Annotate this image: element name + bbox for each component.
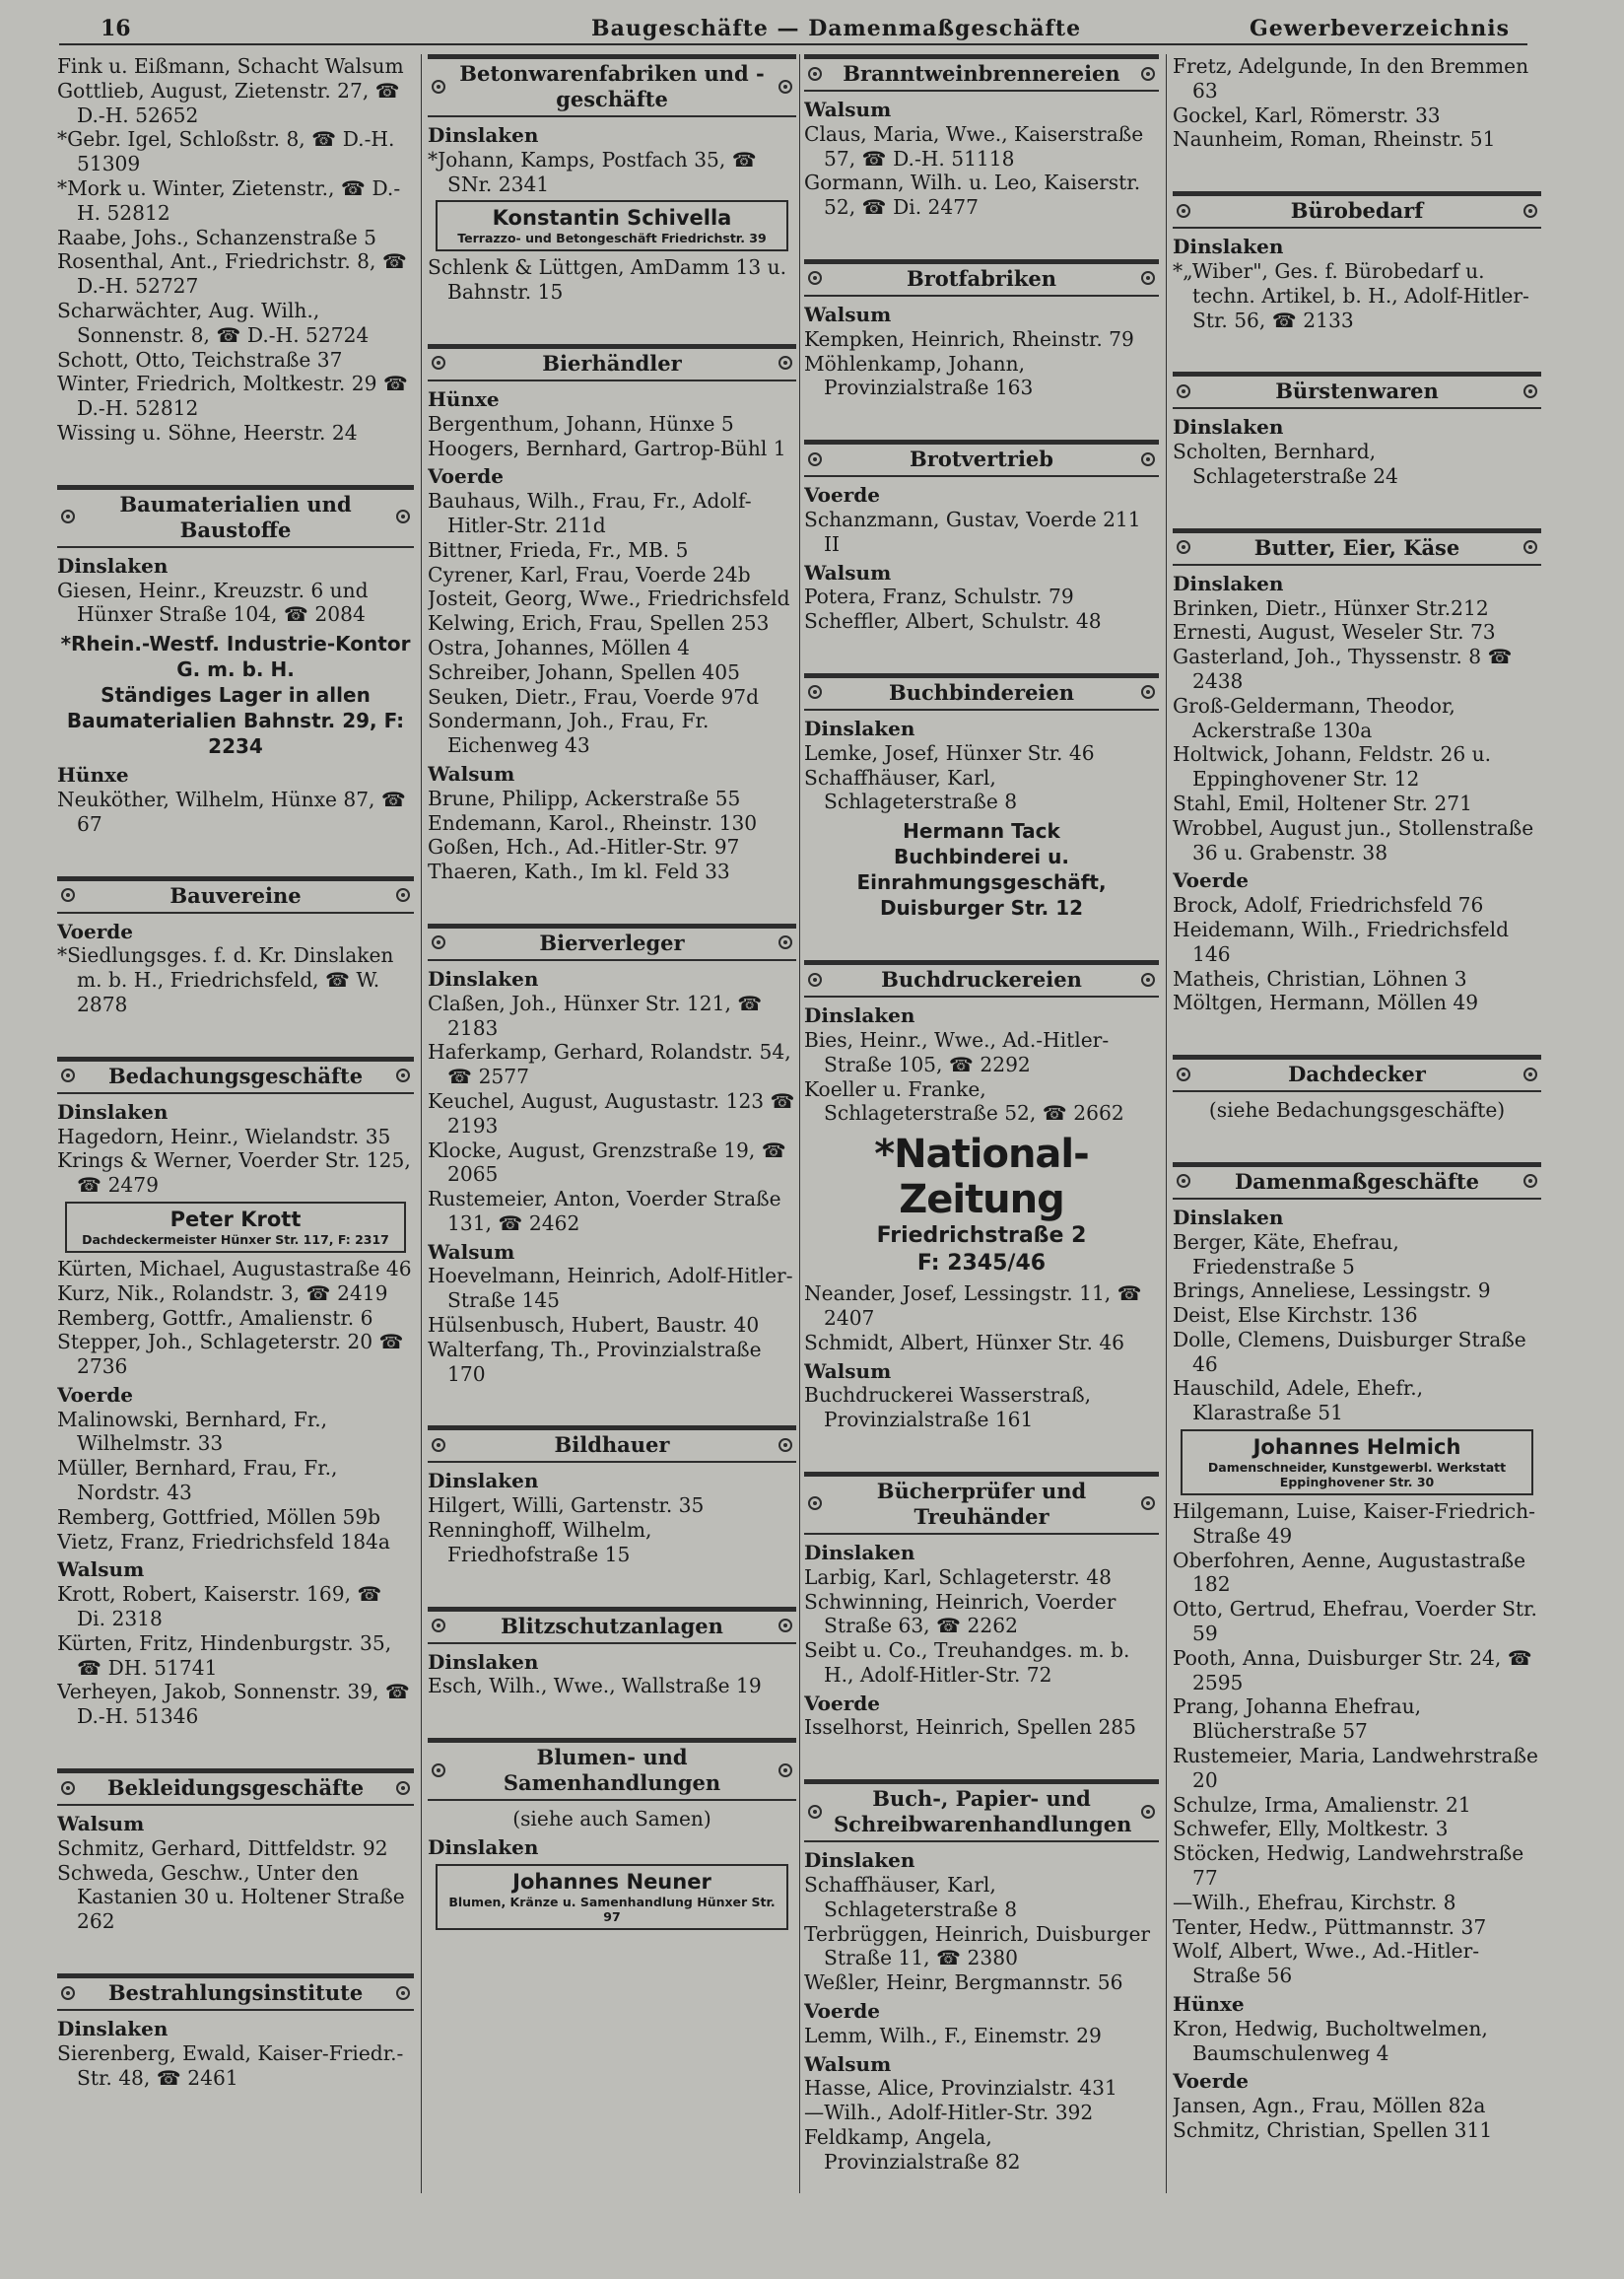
town-heading: Walsum — [57, 1812, 145, 1836]
directory-entry: Schwefer, Elly, Moltkestr. 3 — [1173, 1817, 1449, 1841]
newspaper-address: Friedrichstraße 2 — [876, 1223, 1087, 1249]
advertiser-name: Konstantin Schivella — [492, 206, 732, 231]
section-heading — [428, 1425, 796, 1463]
directory-entry: Hülsenbusch, Hubert, Baustr. 40 — [428, 1313, 760, 1338]
directory-entry: Cyrener, Karl, Frau, Voerde 24b — [428, 562, 751, 587]
town-heading: Dinslaken — [428, 966, 539, 991]
section-heading-text: Bierhändler — [542, 350, 682, 376]
directory-entry: *Mork u. Winter, Zietenstr., ☎ D.-H. 52812 — [57, 175, 401, 225]
directory-entry: Hauschild, Adele, Ehefr., Klarastraße 51 — [1173, 1376, 1424, 1425]
directory-entry: Schaffhäuser, Karl, Schlageterstraße 8 — [804, 1873, 1018, 1921]
directory-entry: Möltgen, Hermann, Möllen 49 — [1173, 991, 1479, 1015]
bullet-ornament-icon — [1523, 1174, 1537, 1188]
directory-entry: Berger, Käte, Ehefrau, Friedenstraße 5 — [1173, 1229, 1399, 1278]
directory-entry: Pooth, Anna, Duisburger Str. 24, ☎ 2595 — [1173, 1645, 1532, 1694]
directory-entry: Brinken, Dietr., Hünxer Str.212 — [1173, 595, 1489, 620]
section-heading — [428, 1738, 796, 1801]
newspaper-name: *National-Zeitung — [874, 1132, 1089, 1223]
advertiser-name: Johannes Helmich — [1252, 1435, 1461, 1460]
bullet-ornament-icon — [808, 973, 822, 987]
directory-entry: Gasterland, Joh., Thyssenstr. 8 ☎ 2438 — [1173, 645, 1513, 693]
directory-entry: *Johann, Kamps, Postfach 35, ☎ SNr. 2341 — [428, 147, 757, 196]
advertisement-box — [436, 1864, 788, 1930]
bullet-ornament-icon — [808, 452, 822, 466]
section-heading-text: Blumen- und Samenhandlungen — [503, 1745, 721, 1796]
bullet-ornament-icon — [432, 1438, 445, 1452]
column-divider — [1166, 54, 1167, 2193]
directory-entry: Matheis, Christian, Löhnen 3 — [1173, 966, 1467, 991]
directory-entry: Hasse, Alice, Provinzialstr. 431 — [804, 2076, 1117, 2101]
advertiser-details: Blumen, Kränze u. Samenhandlung Hünxer Str. 97 — [448, 1894, 776, 1924]
directory-entry: Rosenthal, Ant., Friedrichstr. 8, ☎ D.-H. 52727 — [57, 249, 408, 299]
directory-entry: Terbrüggen, Heinrich, Duisburger Straße 11, ☎ 2380 — [804, 1921, 1151, 1970]
section-heading — [1173, 191, 1541, 229]
directory-entry: Kelwing, Erich, Frau, Spellen 253 — [428, 611, 770, 636]
bullet-ornament-icon — [396, 1781, 410, 1795]
directory-entry: Seibt u. Co., Treuhandges. m. b. H., Adolf-Hitler-Str. 72 — [804, 1638, 1130, 1687]
advertiser-details: Dachdeckermeister Hünxer Str. 117, F: 2317 — [82, 1231, 389, 1247]
directory-entry: Sierenberg, Ewald, Kaiser-Friedr.-Str. 48, ☎ 2461 — [57, 2040, 404, 2090]
directory-entry: Müller, Bernhard, Frau, Fr., Nordstr. 43 — [57, 1456, 338, 1505]
directory-entry: Krott, Robert, Kaiserstr. 169, ☎ Di. 2318 — [57, 1582, 382, 1631]
town-heading: Dinslaken — [804, 1003, 915, 1028]
directory-entry: Klocke, August, Grenzstraße 19, ☎ 2065 — [428, 1138, 786, 1187]
town-heading: Dinslaken — [1173, 415, 1284, 440]
section-heading-text: Buchdruckereien — [881, 967, 1082, 993]
bullet-ornament-icon — [1177, 204, 1190, 218]
town-heading: Walsum — [804, 560, 892, 585]
town-heading: Dinslaken — [57, 2017, 169, 2041]
section-heading — [428, 1607, 796, 1644]
town-heading: Dinslaken — [1173, 1205, 1284, 1229]
section-heading-text: Blitzschutzanlagen — [501, 1613, 723, 1638]
directory-entry: Schmitz, Gerhard, Dittfeldstr. 92 — [57, 1835, 388, 1860]
column-1 — [57, 54, 414, 2252]
bullet-ornament-icon — [1141, 1496, 1155, 1510]
directory-entry: Schaffhäuser, Karl, Schlageterstraße 8 — [804, 765, 1018, 814]
town-heading: Dinslaken — [1173, 571, 1284, 595]
directory-entry: Schweda, Geschw., Unter den Kastanien 30 u. Holtener Straße 262 — [57, 1860, 405, 1934]
directory-entry: Brings, Anneliese, Lessingstr. 9 — [1173, 1278, 1491, 1303]
directory-entry: Stöcken, Hedwig, Landwehrstraße 77 — [1173, 1841, 1524, 1891]
section-heading-text: Bestrahlungsinstitute — [107, 1980, 364, 2006]
directory-entry: Wissing u. Söhne, Heerstr. 24 — [57, 420, 358, 445]
directory-entry: Claßen, Joh., Hünxer Str. 121, ☎ 2183 — [428, 991, 763, 1040]
directory-entry: Josteit, Georg, Wwe., Friedrichsfeld — [428, 587, 790, 611]
directory-entry: *Gebr. Igel, Schloßstr. 8, ☎ D.-H. 51309 — [57, 127, 395, 176]
bullet-ornament-icon — [396, 888, 410, 902]
bullet-ornament-icon — [1141, 685, 1155, 699]
section-title: Gewerbeverzeichnis — [1249, 16, 1510, 41]
directory-entry: Fink u. Eißmann, Schacht Walsum — [57, 54, 404, 78]
directory-entry: Endemann, Karol., Rheinstr. 130 — [428, 810, 758, 835]
page-number: 16 — [101, 16, 131, 41]
directory-entry: Stepper, Joh., Schlageterstr. 20 ☎ 2736 — [57, 1330, 404, 1379]
directory-entry: Otto, Gertrud, Ehefrau, Voerder Str. 59 — [1173, 1597, 1537, 1646]
section-heading — [1173, 372, 1541, 409]
directory-entry: Malinowski, Bernhard, Fr., Wilhelmstr. 33 — [57, 1407, 328, 1456]
page-title: Baugeschäfte — Damenmaßgeschäfte — [591, 16, 1082, 41]
section-heading — [428, 344, 796, 381]
directory-entry: Schmitz, Christian, Spellen 311 — [1173, 2118, 1493, 2142]
bullet-ornament-icon — [432, 1619, 445, 1632]
section-heading-text: Brotfabriken — [906, 265, 1057, 291]
directory-entry: Goßen, Hch., Ad.-Hitler-Str. 97 — [428, 835, 740, 860]
town-heading: Dinslaken — [57, 1099, 169, 1124]
directory-entry: Isselhorst, Heinrich, Spellen 285 — [804, 1715, 1136, 1740]
directory-entry: Rustemeier, Anton, Voerder Straße 131, ☎ 2462 — [428, 1187, 781, 1235]
bullet-ornament-icon — [778, 1763, 792, 1777]
section-heading-text: Dachdecker — [1288, 1062, 1426, 1087]
directory-entry: Kurz, Nik., Rolandstr. 3, ☎ 2419 — [57, 1280, 388, 1305]
directory-entry: *„Wiber", Ges. f. Bürobedarf u. techn. Artikel, b. H., Adolf-Hitler-Str. 56, ☎ 2133 — [1173, 258, 1529, 332]
advertisement-box — [804, 818, 1159, 921]
bullet-ornament-icon — [432, 935, 445, 949]
advertisement-box — [65, 1202, 406, 1253]
bullet-ornament-icon — [61, 1986, 75, 2000]
section-heading-text: Damenmaßgeschäfte — [1234, 1168, 1480, 1194]
bullet-ornament-icon — [1523, 204, 1537, 218]
directory-entry: Hoogers, Bernhard, Gartrop-Bühl 1 — [428, 436, 786, 460]
directory-entry: Gottlieb, August, Zietenstr. 27, ☎ D.-H. 52652 — [57, 78, 400, 127]
section-heading — [1173, 528, 1541, 566]
section-heading-text: Buchbindereien — [888, 679, 1075, 705]
section-heading — [57, 1973, 414, 2011]
directory-entry: Feldkamp, Angela, Provinzialstraße 82 — [804, 2125, 1021, 2174]
directory-entry: Stahl, Emil, Holtener Str. 271 — [1173, 791, 1472, 815]
directory-entry: Buchdruckerei Wasserstraß, Provinzialstraße 161 — [804, 1383, 1092, 1432]
directory-entry: Seuken, Dietr., Frau, Voerde 97d — [428, 684, 760, 709]
town-heading: Walsum — [804, 98, 892, 121]
section-heading — [804, 440, 1159, 477]
directory-entry: Schott, Otto, Teichstraße 37 — [57, 347, 343, 372]
directory-entry: Naunheim, Roman, Rheinstr. 51 — [1173, 127, 1496, 152]
advertiser-name: Johannes Neuner — [512, 1869, 711, 1894]
bullet-ornament-icon — [1177, 540, 1190, 554]
section-heading — [57, 1057, 414, 1094]
directory-entry: Keuchel, August, Augustastr. 123 ☎ 2193 — [428, 1088, 795, 1138]
bullet-ornament-icon — [778, 356, 792, 370]
section-heading-text: Baumaterialien und Baustoffe — [119, 491, 352, 542]
directory-entry: Bauhaus, Wilh., Frau, Fr., Adolf-Hitler-Str. 211d — [428, 489, 752, 537]
directory-entry: Brock, Adolf, Friedrichsfeld 76 — [1173, 893, 1484, 918]
town-heading: Walsum — [57, 1557, 145, 1582]
bullet-ornament-icon — [61, 1069, 75, 1082]
directory-entry: Koeller u. Franke, Schlageterstraße 52, ☎ 2662 — [804, 1076, 1124, 1126]
directory-entry: Schwinning, Heinrich, Voerder Straße 63, ☎ 2262 — [804, 1589, 1116, 1638]
directory-entry: Sondermann, Joh., Frau, Fr. Eichenweg 43 — [428, 709, 710, 758]
bullet-ornament-icon — [1141, 67, 1155, 81]
directory-entry: Verheyen, Jakob, Sonnenstr. 39, ☎ D.-H. 51346 — [57, 1680, 411, 1729]
directory-entry: Larbig, Karl, Schlageterstr. 48 — [804, 1564, 1112, 1589]
directory-entry: Scharwächter, Aug. Wilh., Sonnenstr. 8, ☎ D.-H. 52724 — [57, 298, 370, 347]
section-heading — [57, 1768, 414, 1806]
section-heading-text: Bekleidungsgeschäfte — [106, 1775, 365, 1801]
directory-entry: Thaeren, Kath., Im kl. Feld 33 — [428, 860, 730, 884]
directory-entry: Lemm, Wilh., F., Einemstr. 29 — [804, 2023, 1102, 2047]
bullet-ornament-icon — [808, 271, 822, 285]
directory-entry: Vietz, Franz, Friedrichsfeld 184a — [57, 1529, 390, 1554]
section-heading — [804, 673, 1159, 711]
directory-entry: Kron, Hedwig, Bucholtwelmen, Baumschulenweg 4 — [1173, 2016, 1488, 2065]
town-heading: Voerde — [1173, 2069, 1249, 2094]
directory-entry: Scheffler, Albert, Schulstr. 48 — [804, 609, 1102, 634]
bullet-ornament-icon — [1141, 452, 1155, 466]
town-heading: Voerde — [57, 919, 133, 943]
directory-entry: Bittner, Frieda, Fr., MB. 5 — [428, 537, 689, 562]
section-heading — [804, 1472, 1159, 1535]
directory-entry: Schulze, Irma, Amalienstr. 21 — [1173, 1792, 1471, 1817]
directory-entry: Ernesti, August, Weseler Str. 73 — [1173, 620, 1496, 645]
directory-entry: Prang, Johanna Ehefrau, Blücherstraße 57 — [1173, 1694, 1422, 1744]
town-heading: Voerde — [804, 1691, 880, 1715]
directory-entry: Schreiber, Johann, Spellen 405 — [428, 659, 740, 684]
directory-entry: Raabe, Johs., Schanzenstraße 5 — [57, 225, 376, 249]
section-heading — [1173, 1162, 1541, 1200]
section-heading — [57, 485, 414, 548]
bullet-ornament-icon — [808, 1805, 822, 1819]
column-4 — [1173, 54, 1541, 2252]
directory-entry: Potera, Franz, Schulstr. 79 — [804, 585, 1074, 609]
bullet-ornament-icon — [1177, 384, 1190, 398]
section-heading-text: Bedachungsgeschäfte — [107, 1063, 364, 1088]
directory-entry: Jansen, Agn., Frau, Möllen 82a — [1173, 2094, 1486, 2118]
directory-entry: Claus, Maria, Wwe., Kaiserstraße 57, ☎ D.-H. 51118 — [804, 121, 1144, 171]
section-heading — [1173, 1055, 1541, 1092]
directory-entry: Winter, Friedrich, Moltkestr. 29 ☎ D.-H. 52812 — [57, 372, 408, 421]
bullet-ornament-icon — [1523, 540, 1537, 554]
bullet-ornament-icon — [1523, 384, 1537, 398]
newspaper-advertisement — [804, 1132, 1159, 1278]
advertiser-details: Terrazzo- und Betongeschäft Friedrichstr. 39 — [457, 231, 767, 246]
town-heading: Walsum — [428, 761, 515, 786]
advertiser-name: *Rhein.-Westf. Industrie-Kontor G. m. b. H. — [60, 632, 411, 682]
section-heading — [804, 259, 1159, 297]
directory-entry: Gormann, Wilh. u. Leo, Kaiserstr. 52, ☎ Di. 2477 — [804, 171, 1141, 220]
directory-entry: Renninghoff, Wilhelm, Friedhofstraße 15 — [428, 1518, 652, 1566]
directory-entry: Schlenk & Lüttgen, AmDamm 13 u. Bahnstr. 15 — [428, 255, 787, 305]
cross-reference-note: (siehe auch Samen) — [512, 1807, 711, 1831]
bullet-ornament-icon — [1141, 271, 1155, 285]
section-heading-text: Buch-, Papier- und Schreibwarenhandlungen — [834, 1786, 1132, 1837]
town-heading: Hünxe — [57, 763, 129, 788]
town-heading: Dinslaken — [57, 553, 169, 578]
section-heading-text: Bücherprüfer und Treuhänder — [876, 1478, 1087, 1529]
newspaper-phone: F: 2345/46 — [916, 1251, 1047, 1277]
directory-entry: Oberfohren, Aenne, Augustastraße 182 — [1173, 1548, 1526, 1597]
section-heading-text: Betonwarenfabriken und -geschäfte — [459, 61, 765, 111]
advertiser-details: Buchbinderei u. Einrahmungsgeschäft, Duisburger Str. 12 — [856, 845, 1107, 921]
directory-entry: Holtwick, Johann, Feldstr. 26 u. Eppinghovener Str. 12 — [1173, 742, 1492, 792]
directory-entry: Wrobbel, August jun., Stollenstraße 36 u. Grabenstr. 38 — [1173, 815, 1534, 864]
section-heading-text: Brotvertrieb — [910, 447, 1053, 472]
bullet-ornament-icon — [778, 1619, 792, 1632]
section-heading-text: Bürstenwaren — [1275, 379, 1439, 404]
directory-entry: Hagedorn, Heinr., Wielandstr. 35 — [57, 1124, 391, 1148]
section-heading-text: Bierverleger — [539, 930, 685, 955]
bullet-ornament-icon — [432, 356, 445, 370]
column-3 — [804, 54, 1159, 2252]
advertiser-details: Damenschneider, Kunstgewerbl. Werkstatt Eppinghovener Str. 30 — [1207, 1460, 1507, 1490]
column-divider — [799, 54, 800, 2193]
advertiser-details: Ständiges Lager in allen Baumaterialien Bahnstr. 29, F: 2234 — [66, 683, 405, 759]
town-heading: Dinslaken — [428, 1649, 539, 1674]
directory-entry: Giesen, Heinr., Kreuzstr. 6 und Hünxer Straße 104, ☎ 2084 — [57, 578, 369, 627]
directory-entry: Tenter, Hedw., Püttmannstr. 37 — [1173, 1914, 1487, 1939]
directory-entry: Lemke, Josef, Hünxer Str. 46 — [804, 740, 1095, 765]
directory-entry: Kürten, Michael, Augustastraße 46 — [57, 1256, 412, 1280]
directory-entry: Haferkamp, Gerhard, Rolandstr. 54, ☎ 2577 — [428, 1040, 791, 1089]
town-heading: Voerde — [804, 1999, 880, 2024]
directory-entry: Rustemeier, Maria, Landwehrstraße 20 — [1173, 1744, 1538, 1792]
town-heading: Dinslaken — [804, 1848, 915, 1873]
town-heading: Dinslaken — [428, 1469, 539, 1493]
directory-entry: Esch, Wilh., Wwe., Wallstraße 19 — [428, 1674, 762, 1698]
town-heading: Voerde — [804, 483, 880, 508]
directory-entry: Heidemann, Wilh., Friedrichsfeld 146 — [1173, 917, 1510, 966]
directory-entry: Wolf, Albert, Wwe., Ad.-Hitler-Straße 56 — [1173, 1939, 1480, 1988]
bullet-ornament-icon — [778, 80, 792, 94]
bullet-ornament-icon — [61, 510, 75, 523]
page-header — [59, 10, 1527, 45]
directory-entry: Krings & Werner, Voerder Str. 125, ☎ 2479 — [57, 1148, 411, 1198]
advertiser-name: Hermann Tack — [903, 819, 1060, 844]
directory-entry: Weßler, Heinr, Bergmannstr. 56 — [804, 1970, 1123, 1995]
directory-entry: Hilgemann, Luise, Kaiser-Friedrich-Straße 49 — [1173, 1499, 1535, 1548]
bullet-ornament-icon — [432, 1763, 445, 1777]
directory-entry: Neander, Josef, Lessingstr. 11, ☎ 2407 — [804, 1281, 1142, 1330]
town-heading: Dinslaken — [804, 1540, 915, 1564]
directory-entry: —Wilh., Adolf-Hitler-Str. 392 — [804, 2101, 1094, 2125]
bullet-ornament-icon — [1141, 973, 1155, 987]
cross-reference-note: (siehe Bedachungsgeschäfte) — [1208, 1098, 1506, 1123]
directory-entry: Scholten, Bernhard, Schlageterstraße 24 — [1173, 440, 1398, 488]
directory-entry: Ostra, Johannes, Möllen 4 — [428, 635, 690, 659]
section-heading — [804, 1779, 1159, 1842]
advertisement-box — [57, 631, 414, 759]
directory-entry: Remberg, Gottfr., Amalienstr. 6 — [57, 1305, 373, 1330]
bullet-ornament-icon — [1177, 1068, 1190, 1081]
bullet-ornament-icon — [396, 510, 410, 523]
town-heading: Dinslaken — [428, 1835, 539, 1860]
town-heading: Voerde — [428, 464, 504, 489]
town-heading: Walsum — [804, 302, 892, 326]
bullet-ornament-icon — [396, 1986, 410, 2000]
directory-entry: Groß-Geldermann, Theodor, Ackerstraße 130a — [1173, 693, 1455, 742]
advertisement-box — [436, 200, 788, 251]
directory-entry: Fretz, Adelgunde, In den Bremmen 63 — [1173, 54, 1529, 103]
bullet-ornament-icon — [808, 685, 822, 699]
section-heading — [428, 924, 796, 961]
directory-entry: Hoevelmann, Heinrich, Adolf-Hitler-Straße 145 — [428, 1264, 793, 1313]
bullet-ornament-icon — [1523, 1068, 1537, 1081]
directory-entry: Kürten, Fritz, Hindenburgstr. 35, ☎ DH. 51741 — [57, 1630, 392, 1680]
column-divider — [421, 54, 422, 2193]
section-heading — [428, 54, 796, 117]
directory-entry: *Siedlungsges. f. d. Kr. Dinslaken m. b. H., Friedrichsfeld, ☎ W. 2878 — [57, 943, 394, 1016]
section-heading — [804, 54, 1159, 92]
directory-entry: Bergenthum, Johann, Hünxe 5 — [428, 411, 734, 436]
town-heading: Voerde — [57, 1382, 133, 1407]
section-heading-text: Butter, Eier, Käse — [1253, 534, 1460, 560]
advertisement-box — [1181, 1429, 1533, 1495]
section-heading — [804, 960, 1159, 998]
town-heading: Dinslaken — [804, 716, 915, 740]
directory-entry: Deist, Else Kirchstr. 136 — [1173, 1303, 1418, 1328]
bullet-ornament-icon — [808, 67, 822, 81]
town-heading: Dinslaken — [1173, 235, 1284, 259]
bullet-ornament-icon — [396, 1069, 410, 1082]
bullet-ornament-icon — [432, 80, 445, 94]
directory-entry: Bies, Heinr., Wwe., Ad.-Hitler-Straße 105, ☎ 2292 — [804, 1027, 1110, 1076]
directory-entry: —Wilh., Ehefrau, Kirchstr. 8 — [1173, 1890, 1456, 1914]
section-heading-text: Bauvereine — [169, 882, 302, 908]
directory-entry: Kempken, Heinrich, Rheinstr. 79 — [804, 326, 1134, 351]
town-heading: Walsum — [804, 2051, 892, 2076]
bullet-ornament-icon — [1141, 1805, 1155, 1819]
town-heading: Voerde — [1173, 868, 1249, 893]
town-heading: Hünxe — [428, 386, 500, 411]
advertiser-name: Peter Krott — [169, 1207, 302, 1231]
town-heading: Dinslaken — [428, 123, 539, 147]
bullet-ornament-icon — [61, 1781, 75, 1795]
directory-entry: Schmidt, Albert, Hünxer Str. 46 — [804, 1330, 1125, 1354]
section-heading-text: Bildhauer — [554, 1432, 670, 1458]
bullet-ornament-icon — [808, 1496, 822, 1510]
directory-entry: Walterfang, Th., Provinzialstraße 170 — [428, 1337, 762, 1386]
directory-entry: Schanzmann, Gustav, Voerde 211 II — [804, 507, 1141, 556]
town-heading: Hünxe — [1173, 1992, 1245, 2017]
directory-entry: Neuköther, Wilhelm, Hünxe 87, ☎ 67 — [57, 787, 407, 836]
directory-entry: Brune, Philipp, Ackerstraße 55 — [428, 786, 741, 810]
bullet-ornament-icon — [61, 888, 75, 902]
directory-entry: Remberg, Gottfried, Möllen 59b — [57, 1504, 381, 1529]
bullet-ornament-icon — [1177, 1174, 1190, 1188]
town-heading: Walsum — [428, 1239, 515, 1264]
section-heading-text: Bürobedarf — [1290, 198, 1424, 224]
directory-entry: Gockel, Karl, Römerstr. 33 — [1173, 103, 1441, 127]
section-heading-text: Branntweinbrennereien — [843, 61, 1120, 86]
town-heading: Walsum — [804, 1358, 892, 1383]
section-heading — [57, 876, 414, 914]
directory-entry: Dolle, Clemens, Duisburger Straße 46 — [1173, 1327, 1526, 1376]
bullet-ornament-icon — [778, 935, 792, 949]
column-2 — [428, 54, 796, 2252]
directory-entry: Hilgert, Willi, Gartenstr. 35 — [428, 1493, 705, 1518]
bullet-ornament-icon — [778, 1438, 792, 1452]
directory-entry: Möhlenkamp, Johann, Provinzialstraße 163 — [804, 351, 1034, 400]
